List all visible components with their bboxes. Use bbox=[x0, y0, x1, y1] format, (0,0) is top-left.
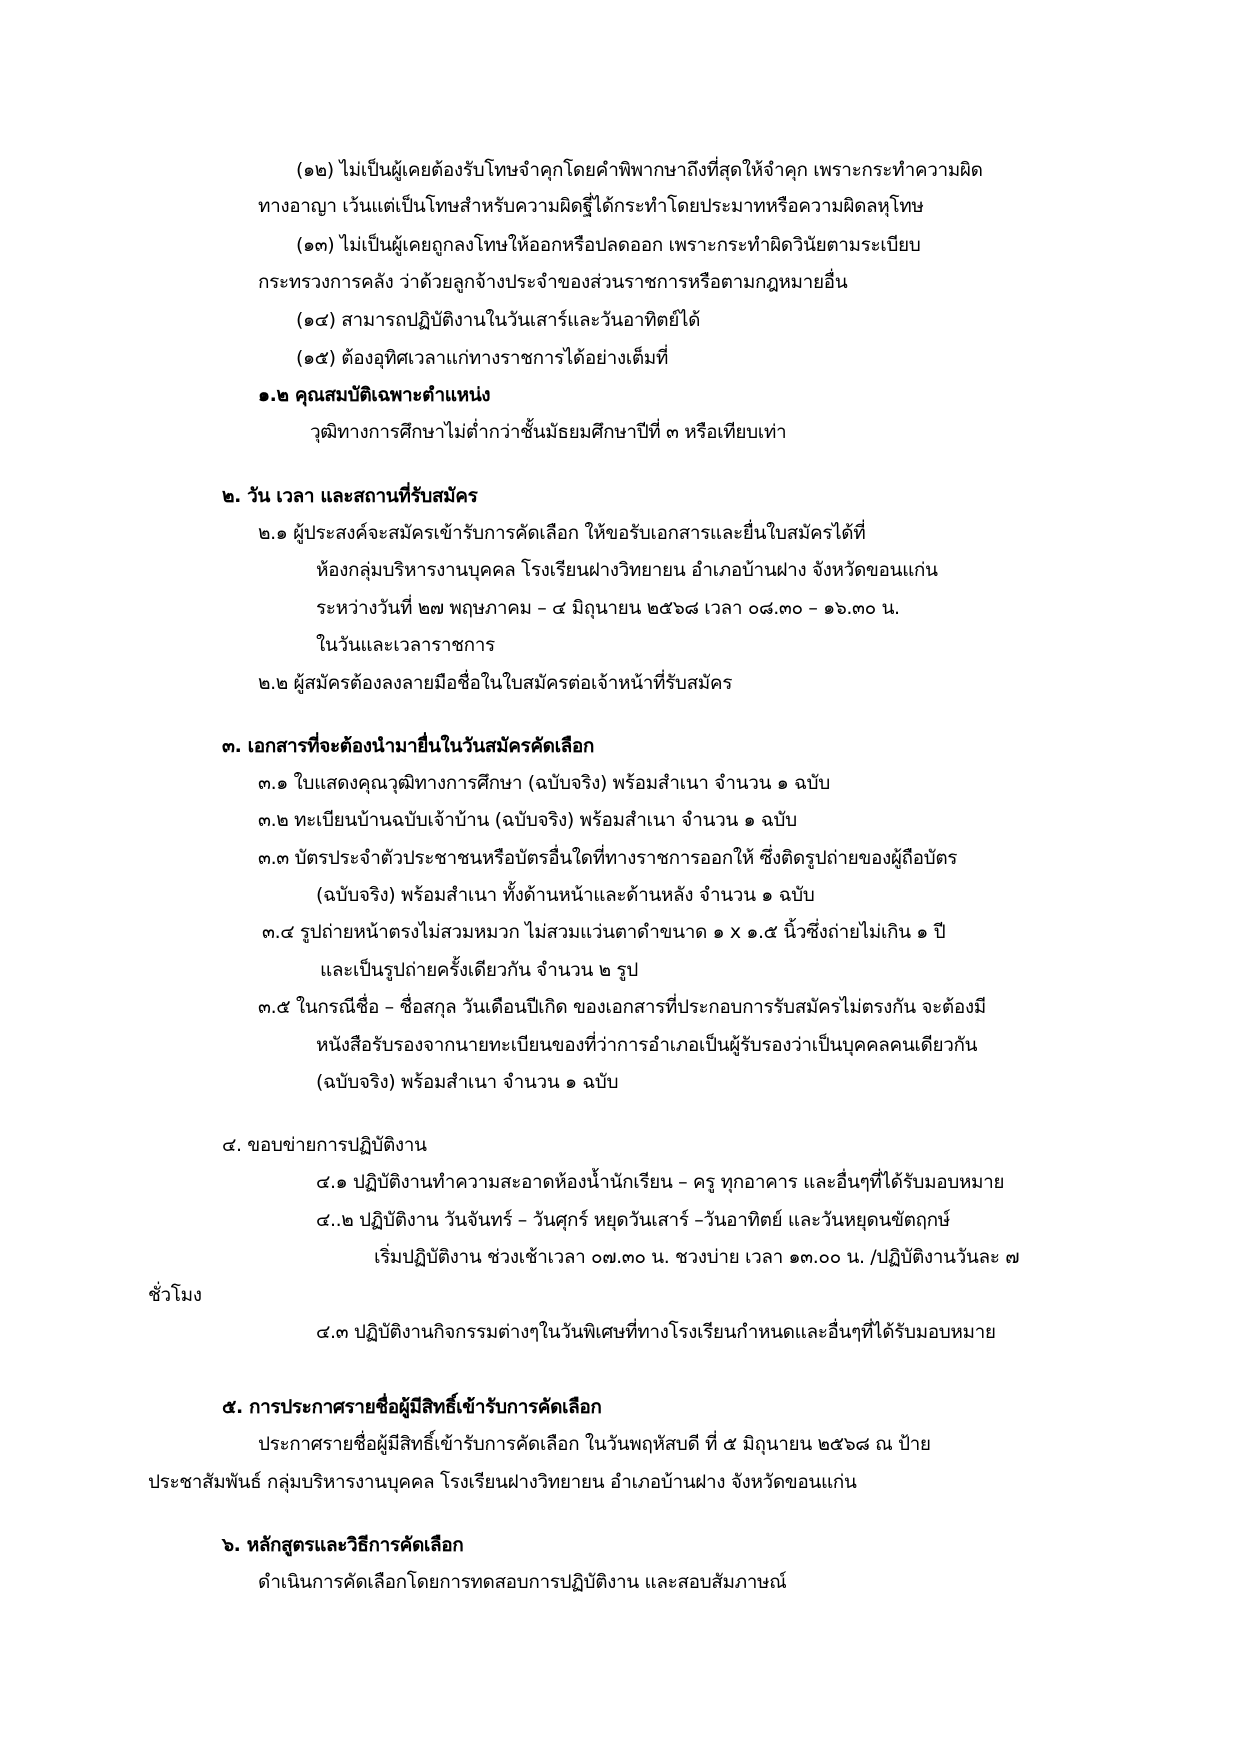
item-3-5-line-2: หนังสือรับรองจากนายทะเบียนของที่ว่าการอำเภอเป็นผู้รับรองว่าเป็นบุคคลคนเดียวกัน bbox=[316, 1034, 978, 1056]
item-3-4-line-1: ๓.๔ รูปถ่ายหน้าตรงไม่สวมหมวก ไม่สวมแว่นตาดำขนาด ๑ x ๑.๕ นิ้วซึ่งถ่ายไม่เกิน ๑ ปี bbox=[262, 921, 946, 943]
item-12-line-2: ทางอาญา เว้นแต่เป็นโทษสำหรับความผิดฐี่ได้กระทำโดยประมาทหรือความผิดลหุโทษ bbox=[258, 195, 924, 217]
item-2-2: ๒.๒ ผู้สมัครต้องลงลายมือชื่อในใบสมัครต่อเจ้าหน้าที่รับสมัคร bbox=[258, 672, 733, 694]
item-4-1: ๔.๑ ปฏิบัติงานทำความสะอาดห้องน้ำนักเรียน – ครู ทุกอาคาร และอื่นๆที่ได้รับมอบหมาย bbox=[316, 1171, 1005, 1193]
heading-section-3: ๓. เอกสารที่จะต้องนำมายื่นในวันสมัครคัดเลือก bbox=[222, 735, 595, 757]
item-2-1-line-3: ระหว่างวันที่ ๒๗ พฤษภาคม – ๔ มิถุนายน ๒๕๖๘ เวลา ๐๘.๓๐ – ๑๖.๓๐ น. bbox=[316, 597, 900, 619]
item-2-1-line-1: ๒.๑ ผู้ประสงค์จะสมัครเข้ารับการคัดเลือก ให้ขอรับเอกสารและยื่นใบสมัครได้ที่ bbox=[258, 522, 866, 544]
item-4-3: ๔.๓ ปฏิบัติงานกิจกรรมต่างๆในวันพิเศษที่ทางโรงเรียนกำหนดและอื่นๆที่ได้รับมอบหมาย bbox=[316, 1321, 996, 1343]
heading-section-6: ๖. หลักสูตรและวิธีการคัดเลือก bbox=[222, 1534, 464, 1556]
item-2-1-line-2: ห้องกลุ่มบริหารงานบุคคล โรงเรียนฝางวิทยายน อำเภอบ้านฝาง จังหวัดขอนแก่น bbox=[316, 559, 938, 581]
section-5-line-1: ประกาศรายชื่อผู้มีสิทธิ์เข้ารับการคัดเลือก ในวันพฤหัสบดี ที่ ๕ มิถุนายน ๒๕๖๘ ณ ป้าย bbox=[258, 1433, 931, 1455]
section-5-line-2: ประชาสัมพันธ์ กลุ่มบริหารงานบุคคล โรงเรียนฝางวิทยายน อำเภอบ้านฝาง จังหวัดขอนแก่น bbox=[148, 1471, 857, 1493]
item-3-4-line-2: และเป็นรูปถ่ายครั้งเดียวกัน จำนวน ๒ รูป bbox=[320, 959, 638, 981]
item-3-3-line-1: ๓.๓ บัตรประจำตัวประชาชนหรือบัตรอื่นใดที่ทางราชการออกให้ ซึ่งติดรูปถ่ายของผู้ถือบัตร bbox=[258, 847, 958, 869]
item-14: (๑๔) สามารถปฏิบัติงานในวันเสาร์และวันอาทิตย์ได้ bbox=[296, 309, 701, 331]
section-6-text: ดำเนินการคัดเลือกโดยการทดสอบการปฏิบัติงาน และสอบสัมภาษณ์ bbox=[258, 1571, 787, 1593]
item-4-2-line-2: เริ่มปฏิบัติงาน ช่วงเช้าเวลา ๐๗.๓๐ น. ชวงบ่าย เวลา ๑๓.๐๐ น. /ปฏิบัติงานวันละ ๗ bbox=[374, 1246, 1020, 1268]
item-3-2: ๓.๒ ทะเบียนบ้านฉบับเจ้าบ้าน (ฉบับจริง) พร้อมสำเนา จำนวน ๑ ฉบับ bbox=[258, 809, 797, 831]
item-4-2-line-1: ๔..๒ ปฏิบัติงาน วันจันทร์ – วันศุกร์ หยุดวันเสาร์ –วันอาทิตย์ และวันหยุดนขัตฤกษ์ bbox=[316, 1209, 950, 1231]
heading-1-2: ๑.๒ คุณสมบัติเฉพาะตำแหน่ง bbox=[258, 384, 491, 406]
item-12-line-1: (๑๒) ไม่เป็นผู้เคยต้องรับโทษจำคุกโดยคำพิพากษาถึงที่สุดให้จำคุก เพราะกระทำความผิด bbox=[296, 159, 983, 181]
item-3-5-line-3: (ฉบับจริง) พร้อมสำเนา จำนวน ๑ ฉบับ bbox=[316, 1071, 619, 1093]
item-15: (๑๕) ต้องอุทิศเวลาแก่ทางราชการได้อย่างเต็มที่ bbox=[296, 347, 669, 369]
item-13-line-2: กระทรวงการคลัง ว่าด้วยลูกจ้างประจำของส่วนราชการหรือตามกฎหมายอื่น bbox=[258, 271, 848, 293]
item-13-line-1: (๑๓) ไม่เป็นผู้เคยถูกลงโทษให้ออกหรือปลดออก เพราะกระทำผิดวินัยตามระเบียบ bbox=[296, 234, 921, 256]
heading-section-5: ๕. การประกาศรายชื่อผู้มีสิทธิ์เข้ารับการคัดเลือก bbox=[222, 1396, 602, 1418]
item-4-2-line-3: ชั่วโมง bbox=[148, 1284, 202, 1306]
item-3-3-line-2: (ฉบับจริง) พร้อมสำเนา ทั้งด้านหน้าและด้านหลัง จำนวน ๑ ฉบับ bbox=[316, 884, 815, 906]
item-3-1: ๓.๑ ใบแสดงคุณวุฒิทางการศึกษา (ฉบับจริง) พร้อมสำเนา จำนวน ๑ ฉบับ bbox=[258, 772, 830, 794]
item-3-5-line-1: ๓.๕ ในกรณีชื่อ – ชื่อสกุล วันเดือนปีเกิด ของเอกสารที่ประกอบการรับสมัครไม่ตรงกัน จะต้องมี bbox=[258, 996, 986, 1018]
item-2-1-line-4: ในวันและเวลาราชการ bbox=[316, 634, 495, 656]
heading-section-2: ๒. วัน เวลา และสถานที่รับสมัคร bbox=[222, 485, 478, 507]
qualification-text: วุฒิทางการศึกษาไม่ต่ำกว่าชั้นมัธยมศึกษาปีที่ ๓ หรือเทียบเท่า bbox=[310, 421, 787, 443]
heading-section-4: ๔. ขอบข่ายการปฏิบัติงาน bbox=[222, 1134, 427, 1156]
